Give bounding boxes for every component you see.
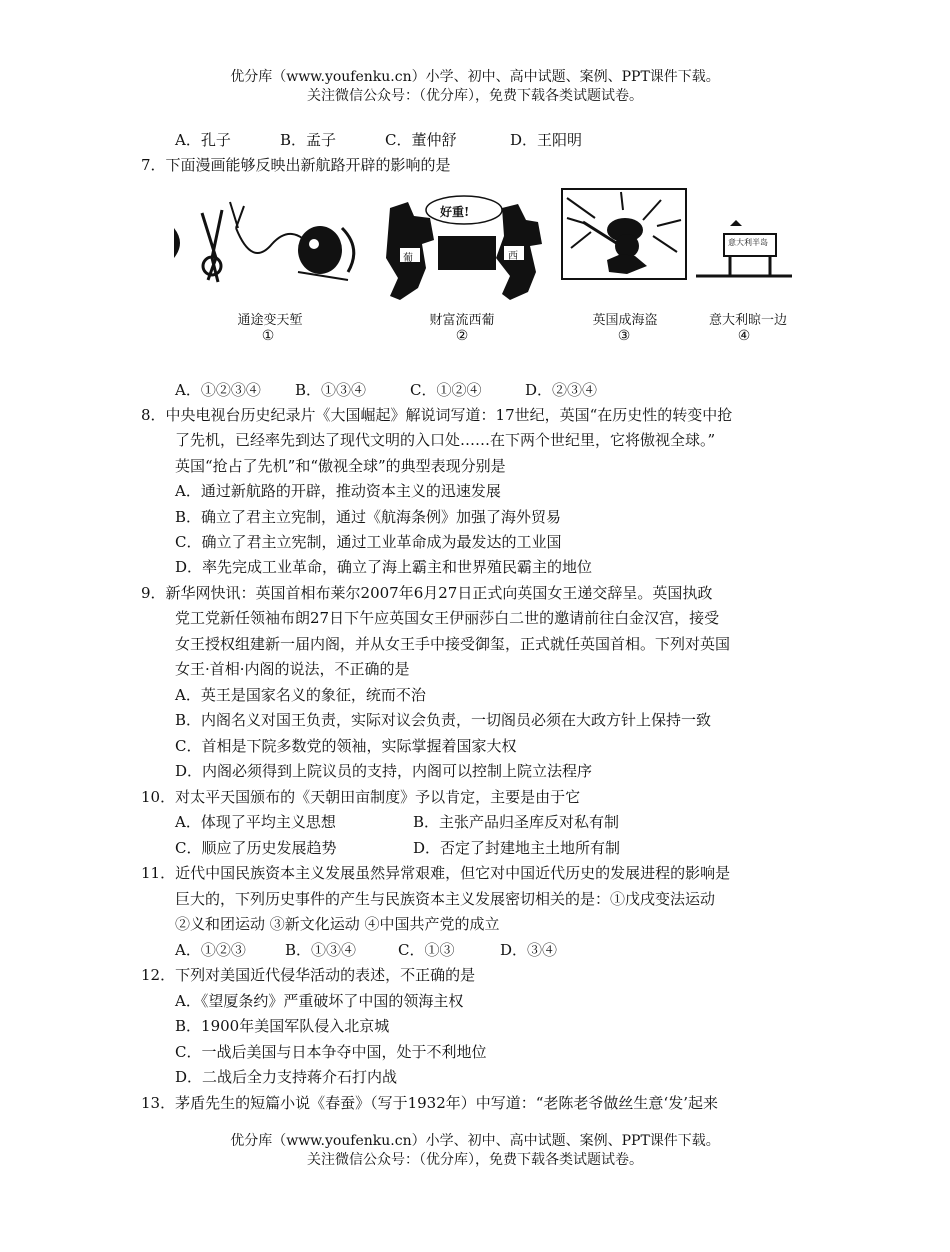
q8-stem-line-1: 8．中央电视台历史纪录片《大国崛起》解说词写道：17世纪，英国“在历史性的转变中抢: [141, 406, 733, 424]
q12-option-a: A．《望厦条约》严重破坏了中国的领海主权: [175, 992, 464, 1010]
q9-option-a: A．英王是国家名义的象征，统而不治: [175, 686, 426, 704]
q8-option-a: A．通过新航路的开辟，推动资本主义的迅速发展: [175, 482, 501, 500]
page-header: [0, 68, 950, 106]
header-line-2: 关注微信公众号：（优分库），免费下载各类试题试卷。: [307, 88, 643, 104]
q7-option-a: A．①②③④: [175, 381, 261, 399]
q9-option-b: B．内阁名义对国王负责，实际对议会负责，一切阁员必须在大政方针上保持一致: [175, 711, 712, 729]
comic-2-label-left: 葡: [403, 253, 413, 264]
page-footer: [0, 1132, 950, 1170]
comic-2-label-right: 西: [508, 251, 518, 262]
q8-option-c: C．确立了君主立宪制，通过工业革命成为最发达的工业国: [175, 533, 562, 551]
q6-option-b: B．孟子: [280, 131, 337, 149]
q11-stem-line-1: 11．近代中国民族资本主义发展虽然异常艰难，但它对中国近代历史的发展进程的影响是: [141, 864, 731, 882]
q10-option-b: B．主张产品归圣库反对私有制: [413, 813, 620, 831]
q12-stem: 12．下列对美国近代侵华活动的表述，不正确的是: [141, 966, 476, 984]
comic-1-image: [172, 188, 372, 308]
comic-1-caption: 通途变天堑: [237, 313, 303, 328]
q11-stem-line-2: 巨大的，下列历史事件的产生与民族资本主义发展密切相关的是：①戊戌变法运动: [175, 890, 716, 908]
q7-option-d: D．②③④: [525, 381, 598, 399]
q11-option-d: D．③④: [500, 941, 558, 959]
q13-stem-line-1: 13．茅盾先生的短篇小说《春蚕》（写于1932年）中写道：“老陈老爷做丝生意‘发’起来: [141, 1094, 718, 1112]
q10-option-d: D．否定了封建地主土地所有制: [413, 839, 621, 857]
q6-option-a: A．孔子: [175, 131, 231, 149]
comic-4-number: ④: [737, 328, 751, 344]
q10-stem: 10．对太平天国颁布的《天朝田亩制度》予以肯定，主要是由于它: [141, 788, 581, 806]
comic-1-number: ①: [261, 328, 275, 344]
q9-option-c: C．首相是下院多数党的领袖，实际掌握着国家大权: [175, 737, 517, 755]
q6-option-d: D．王阳明: [510, 131, 583, 149]
q12-option-b: B．1900年美国军队侵入北京城: [175, 1017, 390, 1035]
q7-option-c: C．①②④: [410, 381, 482, 399]
footer-line-1: 优分库（www.youfenku.cn）小学、初中、高中试题、案例、PPT课件下载。: [230, 1133, 720, 1149]
q8-stem-line-3: 英国“抢占了先机”和“傲视全球”的典型表现分别是: [175, 457, 506, 475]
comic-2-bubble: 好重!: [440, 205, 470, 219]
q11-option-b: B．①③④: [285, 941, 357, 959]
q9-stem-line-4: 女王·首相·内阁的说法，不正确的是: [175, 660, 410, 678]
q8-option-b: B．确立了君主立宪制，通过《航海条例》加强了海外贸易: [175, 508, 562, 526]
q10-option-a: A．体现了平均主义思想: [175, 813, 336, 831]
q9-stem-line-1: 9．新华网快讯：英国首相布莱尔2007年6月27日正式向英国女王递交辞呈。英国执政: [141, 584, 713, 602]
q12-option-d: D．二战后全力支持蒋介石打内战: [175, 1068, 398, 1086]
q7-options: [175, 380, 597, 400]
comic-2-number: ②: [455, 328, 469, 344]
q11-option-a: A．①②③: [175, 941, 246, 959]
q10-option-c: C．顺应了历史发展趋势: [175, 839, 337, 857]
q7-option-b: B．①③④: [295, 381, 367, 399]
q11-stem-line-3: ②义和团运动 ③新文化运动 ④中国共产党的成立: [175, 915, 500, 933]
q9-stem-line-3: 女王授权组建新一届内阁，并从女王手中接受御玺，正式就任英国首相。下列对英国: [175, 635, 731, 653]
comic-4-caption: 意大利晾一边: [708, 313, 787, 328]
comic-3-caption: 英国成海盗: [592, 313, 658, 328]
q6-options: [175, 130, 582, 150]
comic-4-sign: 意大利半岛: [728, 238, 768, 247]
q9-option-d: D．内阁必须得到上院议员的支持，内阁可以控制上院立法程序: [175, 762, 593, 780]
comic-3-image: [561, 188, 687, 280]
footer-line-2: 关注微信公众号：（优分库），免费下载各类试题试卷。: [307, 1152, 643, 1168]
q7-stem: 7．下面漫画能够反映出新航路开辟的影响的是: [141, 156, 451, 174]
q9-stem-line-2: 党工党新任领袖布朗27日下午应英国女王伊丽莎白二世的邀请前往白金汉宫，接受: [175, 609, 720, 627]
q6-option-c: C．董仲舒: [385, 131, 457, 149]
q8-stem-line-2: 了先机，已经率先到达了现代文明的入口处……在下两个世纪里，它将傲视全球。”: [175, 431, 716, 449]
comic-3-number: ③: [617, 328, 631, 344]
q8-option-d: D．率先完成工业革命，确立了海上霸主和世界殖民霸主的地位: [175, 558, 593, 576]
comic-2-caption: 财富流西葡: [429, 313, 495, 328]
q11-options: [175, 940, 557, 960]
header-line-1: 优分库（www.youfenku.cn）小学、初中、高中试题、案例、PPT课件下载。: [230, 69, 720, 85]
q11-option-c: C．①③: [398, 941, 455, 959]
q12-option-c: C．一战后美国与日本争夺中国，处于不利地位: [175, 1043, 487, 1061]
